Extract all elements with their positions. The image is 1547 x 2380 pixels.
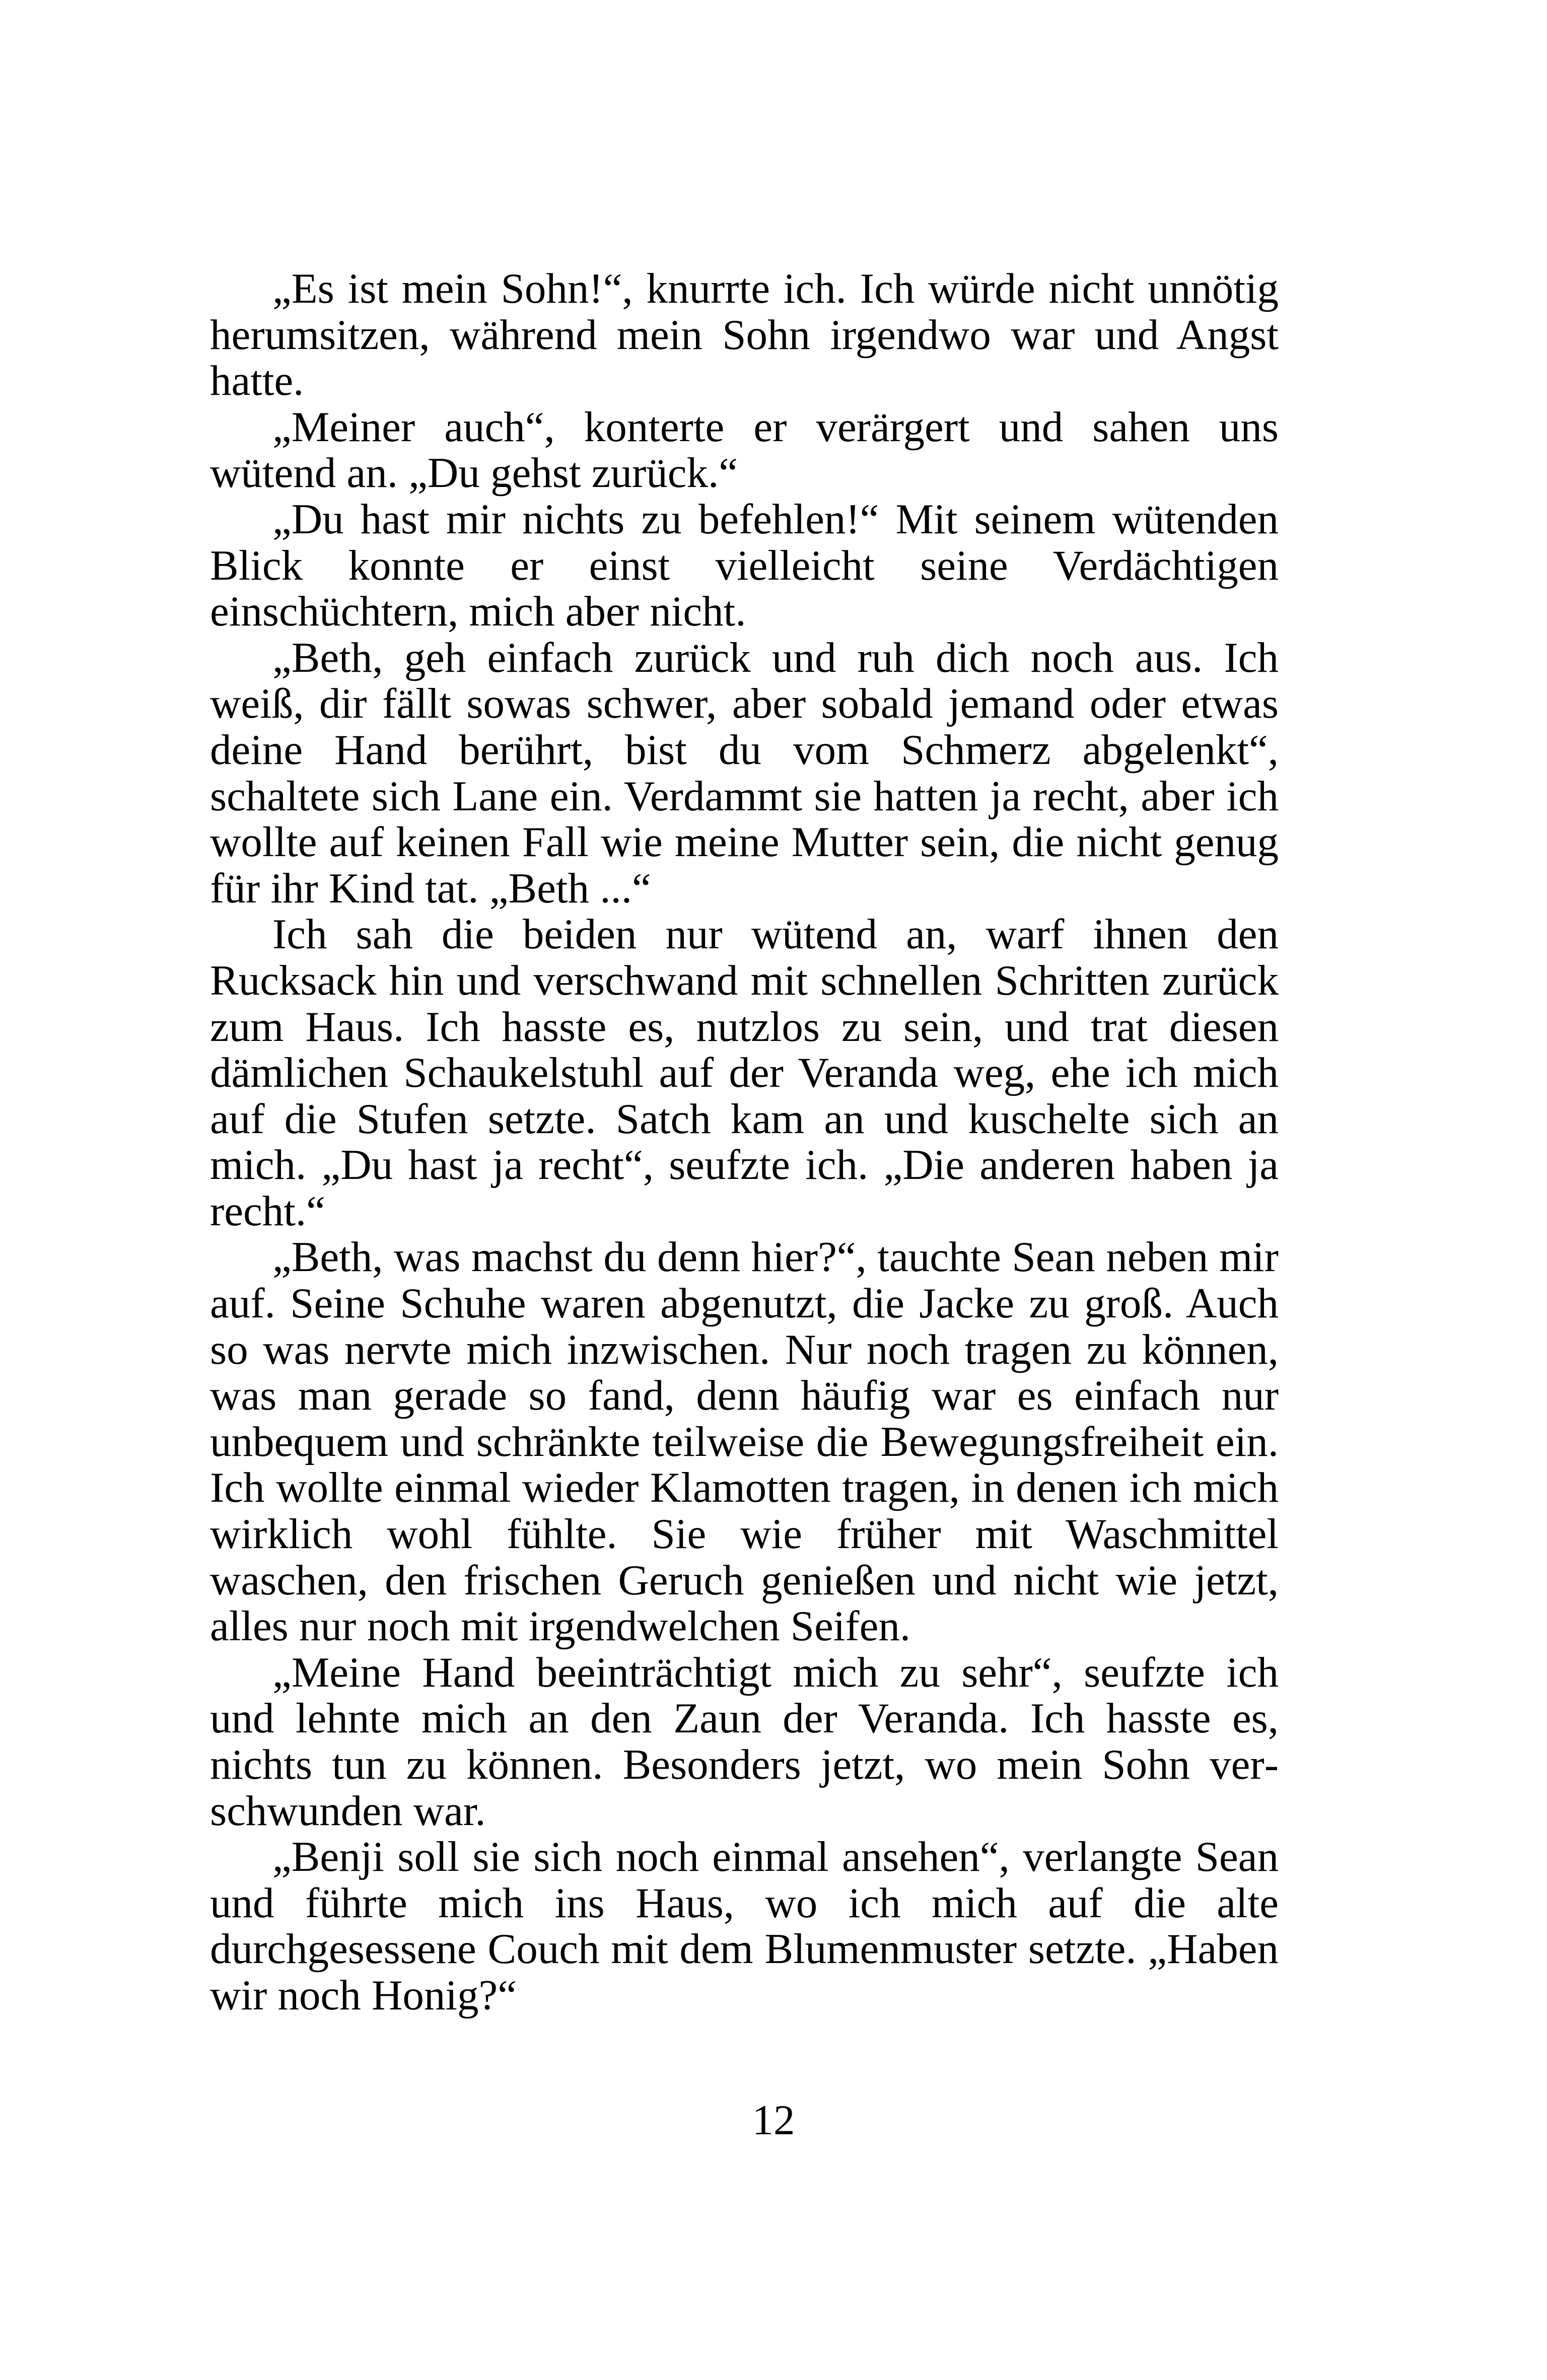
paragraph: „Beth, was machst du denn hier?“, tauchte Sean neben mir auf. Seine Schuhe waren abgenutzt, die Jacke zu groß. Auch so was nervte mich inzwischen. Nur noch tragen zu können, was man gerade so fand, denn häufig war es einfach nur unbequem und schränkte teilweise die Bewegungsfreiheit ein. Ich wollte einmal wieder Klamotten tragen, in denen ich mich wirklich wohl fühlte. Sie wie früher mit Waschmittel waschen, den frischen Geruch genießen und nicht wie jetzt, alles nur noch mit irgendwelchen Seifen. <box>210 1233 1279 1650</box>
paragraph: „Benji soll sie sich noch einmal ansehen“, verlangte Sean und führte mich ins Haus, wo ich mich auf die alte durchgesessene Couch mit dem Blumenmuster setzte. „Haben wir noch Honig?“ <box>210 1833 1279 2019</box>
paragraph: „Meine Hand beeinträchtigt mich zu sehr“, seufzte ich und lehnte mich an den Zaun der Veranda. Ich hasste es, nichts tun zu können. Besonders jetzt, wo mein Sohn verschwunden war. <box>210 1648 1279 1835</box>
body-text <box>210 266 1279 2019</box>
paragraph: Ich sah die beiden nur wütend an, warf ihnen den Rucksack hin und verschwand mit schnellen Schritten zurück zum Haus. Ich hasste es, nutzlos zu sein, und trat diesen dämlichen Schaukelstuhl auf der Veranda weg, ehe ich mich auf die Stufen setzte. Satch kam an und kuschelte sich an mich. „Du hast ja recht“, seufzte ich. „Die anderen haben ja recht.“ <box>210 911 1279 1235</box>
paragraph: „Beth, geh einfach zurück und ruh dich noch aus. Ich weiß, dir fällt sowas schwer, aber sobald jemand oder etwas deine Hand berührt, bist du vom Schmerz abgelenkt“, schaltete sich Lane ein. Verdammt sie hatten ja recht, aber ich wollte auf keinen Fall wie meine Mutter sein, die nicht genug für ihr Kind tat. „Beth ...“ <box>210 634 1279 912</box>
paragraph: „Meiner auch“, konterte er verärgert und sahen uns wütend an. „Du gehst zurück.“ <box>210 403 1279 497</box>
paragraph: „Es ist mein Sohn!“, knurrte ich. Ich würde nicht unnötig herumsitzen, während mein Sohn irgendwo war und Angst hatte. <box>210 265 1279 405</box>
paragraph: „Du hast mir nichts zu befehlen!“ Mit seinem wütenden Blick konnte er einst vielleicht seine Verdächtigen einschüchtern, mich aber nicht. <box>210 495 1279 636</box>
page-number: 12 <box>752 2096 795 2144</box>
